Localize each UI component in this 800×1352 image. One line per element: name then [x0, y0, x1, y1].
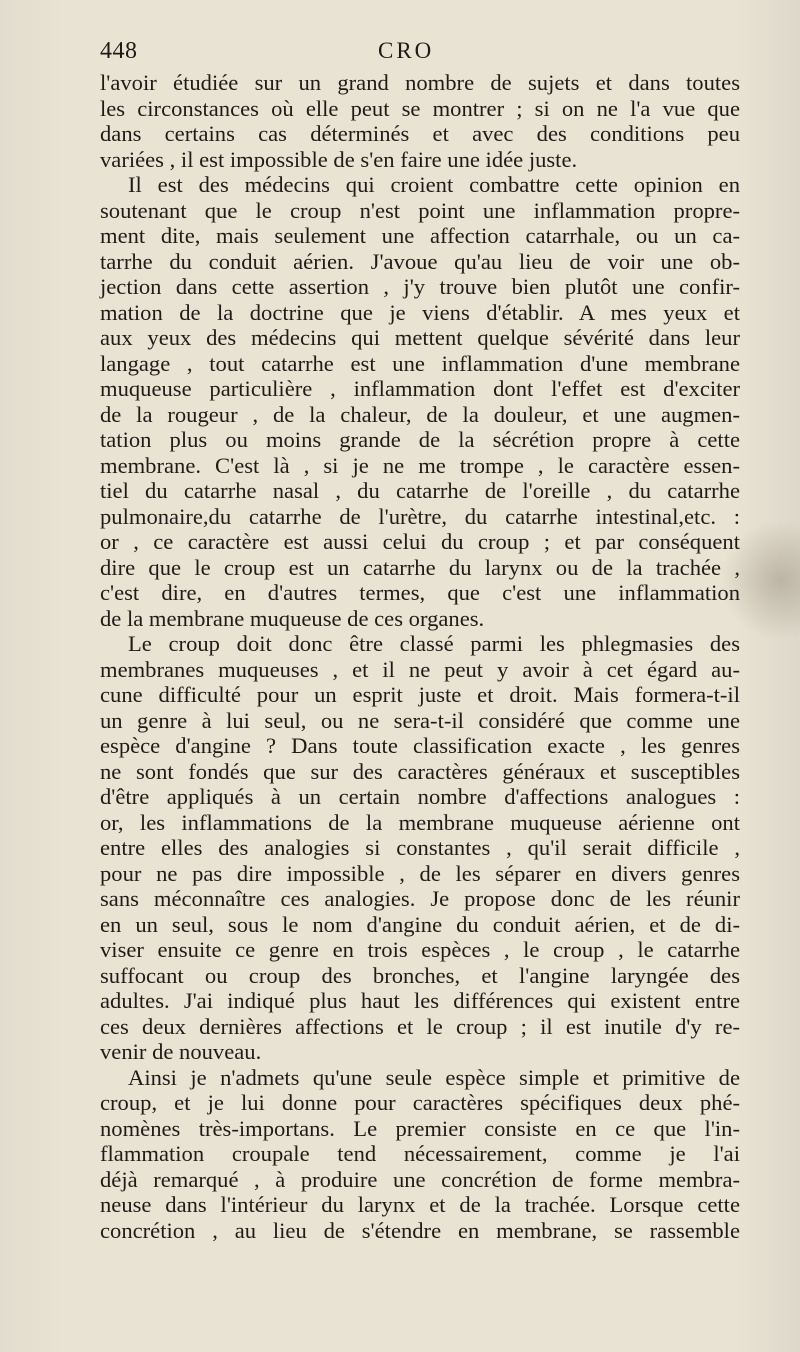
- text-line: espèce d'angine ? Dans toute classification exacte , les genres: [100, 733, 740, 758]
- text-line: de la rougeur , de la chaleur, de la douleur, et une augmen-: [100, 401, 740, 427]
- text-line: en un seul, sous le nom d'angine du conduit aérien, et de di-: [100, 911, 740, 937]
- paragraph: [100, 172, 740, 631]
- text-line: de la membrane muqueuse de ces organes.: [100, 605, 485, 631]
- running-head: [100, 38, 740, 66]
- text-line: adultes. J'ai indiqué plus haut les différences qui existent entre: [100, 988, 740, 1013]
- text-line: Le croup doit donc être classé parmi les phlegmasies des: [128, 631, 740, 656]
- text-line: nomènes très-importans. Le premier consiste en ce que l'in-: [100, 1115, 740, 1141]
- text-line: sans méconnaître ces analogies. Je propose donc de les réunir: [100, 886, 740, 911]
- text-line: d'être appliqués à un certain nombre d'affections analogues :: [100, 784, 740, 809]
- text-line: jection dans cette assertion , j'y trouve bien plutôt une confir-: [100, 274, 740, 299]
- running-title: CRO: [378, 38, 435, 63]
- text-line: c'est dire, en d'autres termes, que c'est une inflammation: [100, 580, 740, 605]
- text-line: cune difficulté pour un esprit juste et droit. Mais formera-t-il: [100, 682, 740, 707]
- text-line: mation de la doctrine que je viens d'établir. A mes yeux et: [100, 299, 740, 325]
- text-line: venir de nouveau.: [100, 1039, 262, 1064]
- text-line: concrétion , au lieu de s'étendre en membrane, se rassemble: [100, 1217, 740, 1243]
- text-line: dire que le croup est un catarrhe du larynx ou de la trachée ,: [100, 554, 740, 580]
- text-line: aux yeux des médecins qui mettent quelque sévérité dans leur: [100, 325, 740, 350]
- text-line: variées , il est impossible de s'en faire une idée juste.: [100, 146, 578, 172]
- text-line: viser ensuite ce genre en trois espèces , le croup , le catarrhe: [100, 937, 740, 962]
- text-line: ne sont fondés que sur des caractères généraux et susceptibles: [100, 758, 740, 784]
- text-line: tation plus ou moins grande de la sécrétion propre à cette: [100, 427, 740, 452]
- text-line: langage , tout catarrhe est une inflammation d'une membrane: [100, 350, 740, 376]
- paragraph: [100, 70, 740, 172]
- text-line: tiel du catarrhe nasal , du catarrhe de l'oreille , du catarrhe: [100, 478, 740, 503]
- text-line: ment dite, mais seulement une affection catarrhale, ou un ca-: [100, 223, 740, 248]
- text-line: un genre à lui seul, ou ne sera-t-il considéré que comme une: [100, 707, 740, 733]
- page-number: 448: [100, 38, 138, 64]
- text-line: croup, et je lui donne pour caractères spécifiques deux phé-: [100, 1090, 740, 1115]
- text-line: tarrhe du conduit aérien. J'avoue qu'au lieu de voir une ob-: [100, 248, 740, 274]
- text-line: dans certains cas déterminés et avec des conditions peu: [100, 121, 740, 146]
- text-line: muqueuse particulière , inflammation dont l'effet est d'exciter: [100, 376, 740, 401]
- text-line: neuse dans l'intérieur du larynx et de la trachée. Lorsque cette: [100, 1192, 740, 1217]
- text-line: les circonstances où elle peut se montrer ; si on ne l'a vue que: [100, 95, 740, 121]
- text-line: pulmonaire,du catarrhe de l'urètre, du catarrhe intestinal,etc. :: [100, 503, 740, 529]
- body-text: [100, 70, 740, 1243]
- text-line: or, les inflammations de la membrane muqueuse aérienne ont: [100, 809, 740, 835]
- text-line: flammation croupale tend nécessairement, comme je l'ai: [100, 1141, 740, 1166]
- text-line: ces deux dernières affections et le croup ; il est inutile d'y re-: [100, 1013, 740, 1039]
- paragraph: [100, 631, 740, 1065]
- text-line: entre elles des analogies si constantes , qu'il serait difficile ,: [100, 835, 740, 860]
- text-line: suffocant ou croup des bronches, et l'angine laryngée des: [100, 962, 740, 988]
- paragraph: [100, 1065, 740, 1244]
- text-line: soutenant que le croup n'est point une inflammation propre-: [100, 197, 740, 223]
- text-line: l'avoir étudiée sur un grand nombre de sujets et dans toutes: [100, 70, 740, 95]
- text-line: Ainsi je n'admets qu'une seule espèce simple et primitive de: [128, 1064, 740, 1090]
- text-line: membrane. C'est là , si je ne me trompe , le caractère essen-: [100, 452, 740, 478]
- text-line: membranes muqueuses , et il ne peut y avoir à cet égard au-: [100, 656, 740, 682]
- text-line: or , ce caractère est aussi celui du croup ; et par conséquent: [100, 529, 740, 554]
- text-line: pour ne pas dire impossible , de les séparer en divers genres: [100, 860, 740, 886]
- text-line: déjà remarqué , à produire une concrétion de forme membra-: [100, 1166, 740, 1192]
- text-line: Il est des médecins qui croient combattre cette opinion en: [128, 172, 740, 197]
